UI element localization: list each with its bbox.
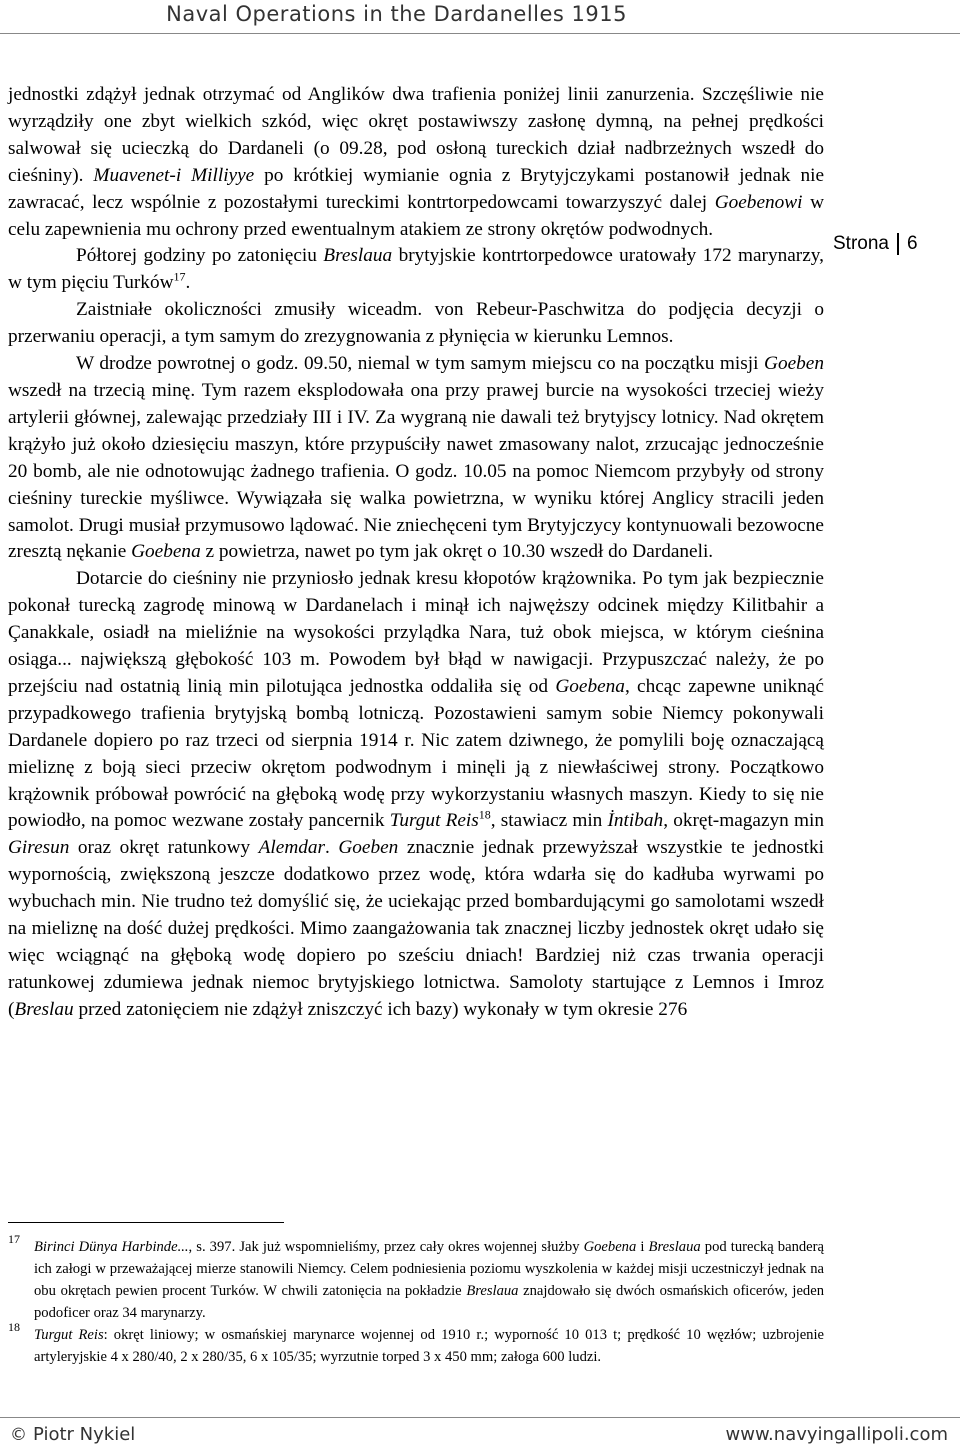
page-word: Strona <box>833 233 889 254</box>
paragraph-4-text: z powietrza, nawet po tym jak okręt o 10.30 wszedł do Dardaneli. <box>200 541 714 563</box>
ship-name: Breslau <box>14 998 74 1020</box>
ship-name: Turgut Reis <box>34 1327 104 1343</box>
footnote-18 <box>8 1320 824 1368</box>
footnote-number: 17 <box>8 1232 20 1246</box>
page-number: 6 <box>906 233 918 254</box>
ship-name: Muavenet-i Milliyye <box>93 164 255 186</box>
ship-name: Turgut Reis <box>389 810 479 832</box>
paragraph-1 <box>8 82 824 243</box>
footnote-text: pod turecką banderą ich załogi w przeważającej mierze stanowili Niemcy. Celem podniesienia poziomu wyszkolenia w każdej misji uczestniczył jednak na obu okrętach pewien procent Turków. W chwili zatonięcia na pokładzie <box>34 1239 824 1299</box>
paragraph-5-text: , chcąc zapewne uniknąć przypadkowego trafienia brytyjską bombą lotniczą. Pozostawieni samym sobie Niemcy pokonywali Dardanele dopiero po raz trzeci od sierpnia 1914 r. Nic zatem dziwnego, że pomylili boję oznaczającą mieliznę z boją sieci przeciw okrętom podwodnym i minęli ją z niewłaściwej strony. Początkowo krążownik próbował powrócić na głęboką wodę przy wykorzystaniu własnych maszyn. Kiedy to się nie powiodło, na pomoc wezwane zostały pancernik <box>8 675 824 832</box>
paragraph-5-text: znacznie jednak przewyższał wszystkie te jednostki wypornością, zwiększoną jeszcze dodatkowo przez wodę, która wdarła się do kadłuba wyrwami po wybuchach min. Nie trudno też domyślić się, że uciekając przed bombardującymi go samolotami wszedł na mieliznę na dość dużej prędkości. Mimo zaangażowania tak znacznej liczby jednostek okręt udało się więc wciągnąć na głęboką wodę dopiero po sześciu dniach! Bardziej niż czas trwania operacji ratunkowej zdumiewa jednak niemoc brytyjskiego lotnictwa. Samoloty startujące z Lemnos i Imroz ( <box>8 837 824 1020</box>
paragraph-5-text: . <box>325 837 339 859</box>
footnote-text: : okręt liniowy; w osmańskiej marynarce wojennej od 1910 r.; wyporność 10 013 t; prędkość 10 węzłów; uzbrojenie artyleryjskie 4 x 280/40, 2 x 280/35, 6 x 105/35; wyrzutnie torped 3 x 450 mm; załoga 600 ludzi. <box>34 1327 824 1365</box>
ship-name: Giresun <box>8 837 70 859</box>
copyright-icon: © <box>10 1424 27 1445</box>
footnote-ref-17[interactable]: 17 <box>173 269 186 284</box>
paragraph-5 <box>8 566 824 1023</box>
paragraph-5-text: , okręt-magazyn min <box>663 810 824 832</box>
paragraph-1-text: po krótkiej wymianie ognia z Brytyjczykami postanowił jednak nie zawracać, lecz wspólnie z pozostałymi tureckimi kontrtorpedowcami towarzyszyć dalej <box>8 164 825 213</box>
page-separator <box>897 233 899 255</box>
footnote-text: znajdowało się dwóch osmańskich oficerów, jeden podoficer oraz 34 marynarzy. <box>34 1283 824 1321</box>
paragraph-4-text: W drodze powrotnej o godz. 09.50, niemal w tym samym miejscu co na początku misji <box>76 353 765 375</box>
ship-name: Goebena <box>583 1239 637 1255</box>
ship-name: Goeben <box>764 353 824 375</box>
paragraph-1-text: w celu zapewnienia mu ochrony przed ewentualnym atakiem ze strony okrętów podwodnych. <box>8 191 824 240</box>
ship-name: Breslaua <box>648 1239 701 1255</box>
ship-name: İntibah <box>607 810 664 832</box>
paragraph-2-text: . <box>185 272 191 294</box>
ship-name: Goebena <box>555 675 625 697</box>
paragraph-2-text: brytyjskie kontrtorpedowce uratowały 172 marynarzy, w tym pięciu Turków <box>8 245 824 294</box>
footnotes <box>8 1232 824 1368</box>
footnote-text: i <box>636 1239 649 1255</box>
paragraph-5-text: Dotarcie do cieśniny nie przyniosło jednak kresu kłopotów krążownika. Po tym jak bezpiecznie pokonał turecką zagrodę minową w Dardanelach i minął ich najwęższy odcinek między Kilitbahir a Çanakkale, osiadł na mieliźnie na wysokości przylądka Nara, tuż obok miejsca, w którym cieśnina osiąga... największą głębokość 103 m. Powodem był błąd w nawigacji. Przypuszczać należy, że po przejściu nad ostatnią linią min pilotująca jednostka oddaliła się od <box>8 568 824 697</box>
header-divider <box>0 33 960 34</box>
paragraph-5-text: przed zatonięciem nie zdążył zniszczyć ich bazy) wykonały w tym okresie 276 <box>73 998 688 1020</box>
paragraph-5-text: , stawiacz min <box>490 810 608 832</box>
header-title: Naval Operations in the Dardanelles 1915 <box>166 2 627 26</box>
paragraph-5-text: oraz okręt ratunkowy <box>69 837 259 859</box>
ship-name: Goebena <box>131 541 201 563</box>
ship-name: Alemdar <box>258 837 326 859</box>
footer-website[interactable]: www.navyingallipoli.com <box>725 1424 948 1445</box>
footnote-divider <box>8 1222 284 1223</box>
footnote-ref-18[interactable]: 18 <box>478 808 491 823</box>
paragraph-4-text: wszedł na trzecią minę. Tym razem eksplodowała ona przy prawej burcie na wysokości trzeciej wieży artylerii głównej, zalewając przedziały III i IV. Za wygraną nie dawali też brytyjscy lotnicy. Nad okrętem krążyło już około dziesięciu maszyn, które przypuściły nawet zmasowany nalot, zrzucając jednocześnie 20 bomb, ale nie odnotowując żadnego trafienia. O godz. 10.05 na pomoc Niemcom przybyły od strony cieśniny tureckie myśliwce. Wywiązała się walka powietrzna, w wyniku której Anglicy stracili jeden samolot. Drugi musiał przymusowo lądować. Nie zniechęceni tym Brytyjczycy kontynuowali bezowocne zresztą nękanie <box>8 379 824 563</box>
source-title: Birinci Dünya Harbinde... <box>34 1239 189 1255</box>
paragraph-2-text: Półtorej godziny po zatonięciu <box>76 245 324 267</box>
footnote-17 <box>8 1232 824 1324</box>
ship-name: Goeben <box>338 837 399 859</box>
footnote-number: 18 <box>8 1320 20 1334</box>
paragraph-1-text: jednostki zdążył jednak otrzymać od Anglików dwa trafienia poniżej linii zanurzenia. Szczęśliwie nie wyrządziły one zbyt wielkich szkód, więc okręt postawiwszy zasłonę dymną, na pełnej prędkości salwował się ucieczką do Dardaneli (o 09.28, pod osłoną tureckich dział nadbrzeżnych wszedł do cieśniny). <box>8 84 824 186</box>
page-number-label <box>833 228 958 260</box>
main-text <box>8 82 824 1024</box>
footnote-text: , s. 397. Jak już wspomnieliśmy, przez cały okres wojennej służby <box>188 1239 584 1255</box>
paragraph-3: Zaistniałe okoliczności zmusiły wiceadm. von Rebeur-Paschwitza do podjęcia decyzji o przerwaniu operacji, a tym samym do zrezygnowania z płynięcia w kierunku Lemnos. <box>8 299 824 348</box>
footer-divider <box>0 1417 960 1418</box>
footer-author <box>10 1424 135 1445</box>
paragraph-2 <box>8 243 824 297</box>
paragraph-4 <box>8 351 824 566</box>
ship-name: Breslaua <box>323 245 393 267</box>
ship-name: Breslaua <box>466 1283 519 1299</box>
author-name: Piotr Nykiel <box>33 1424 136 1445</box>
ship-name: Goebenowi <box>714 191 803 213</box>
